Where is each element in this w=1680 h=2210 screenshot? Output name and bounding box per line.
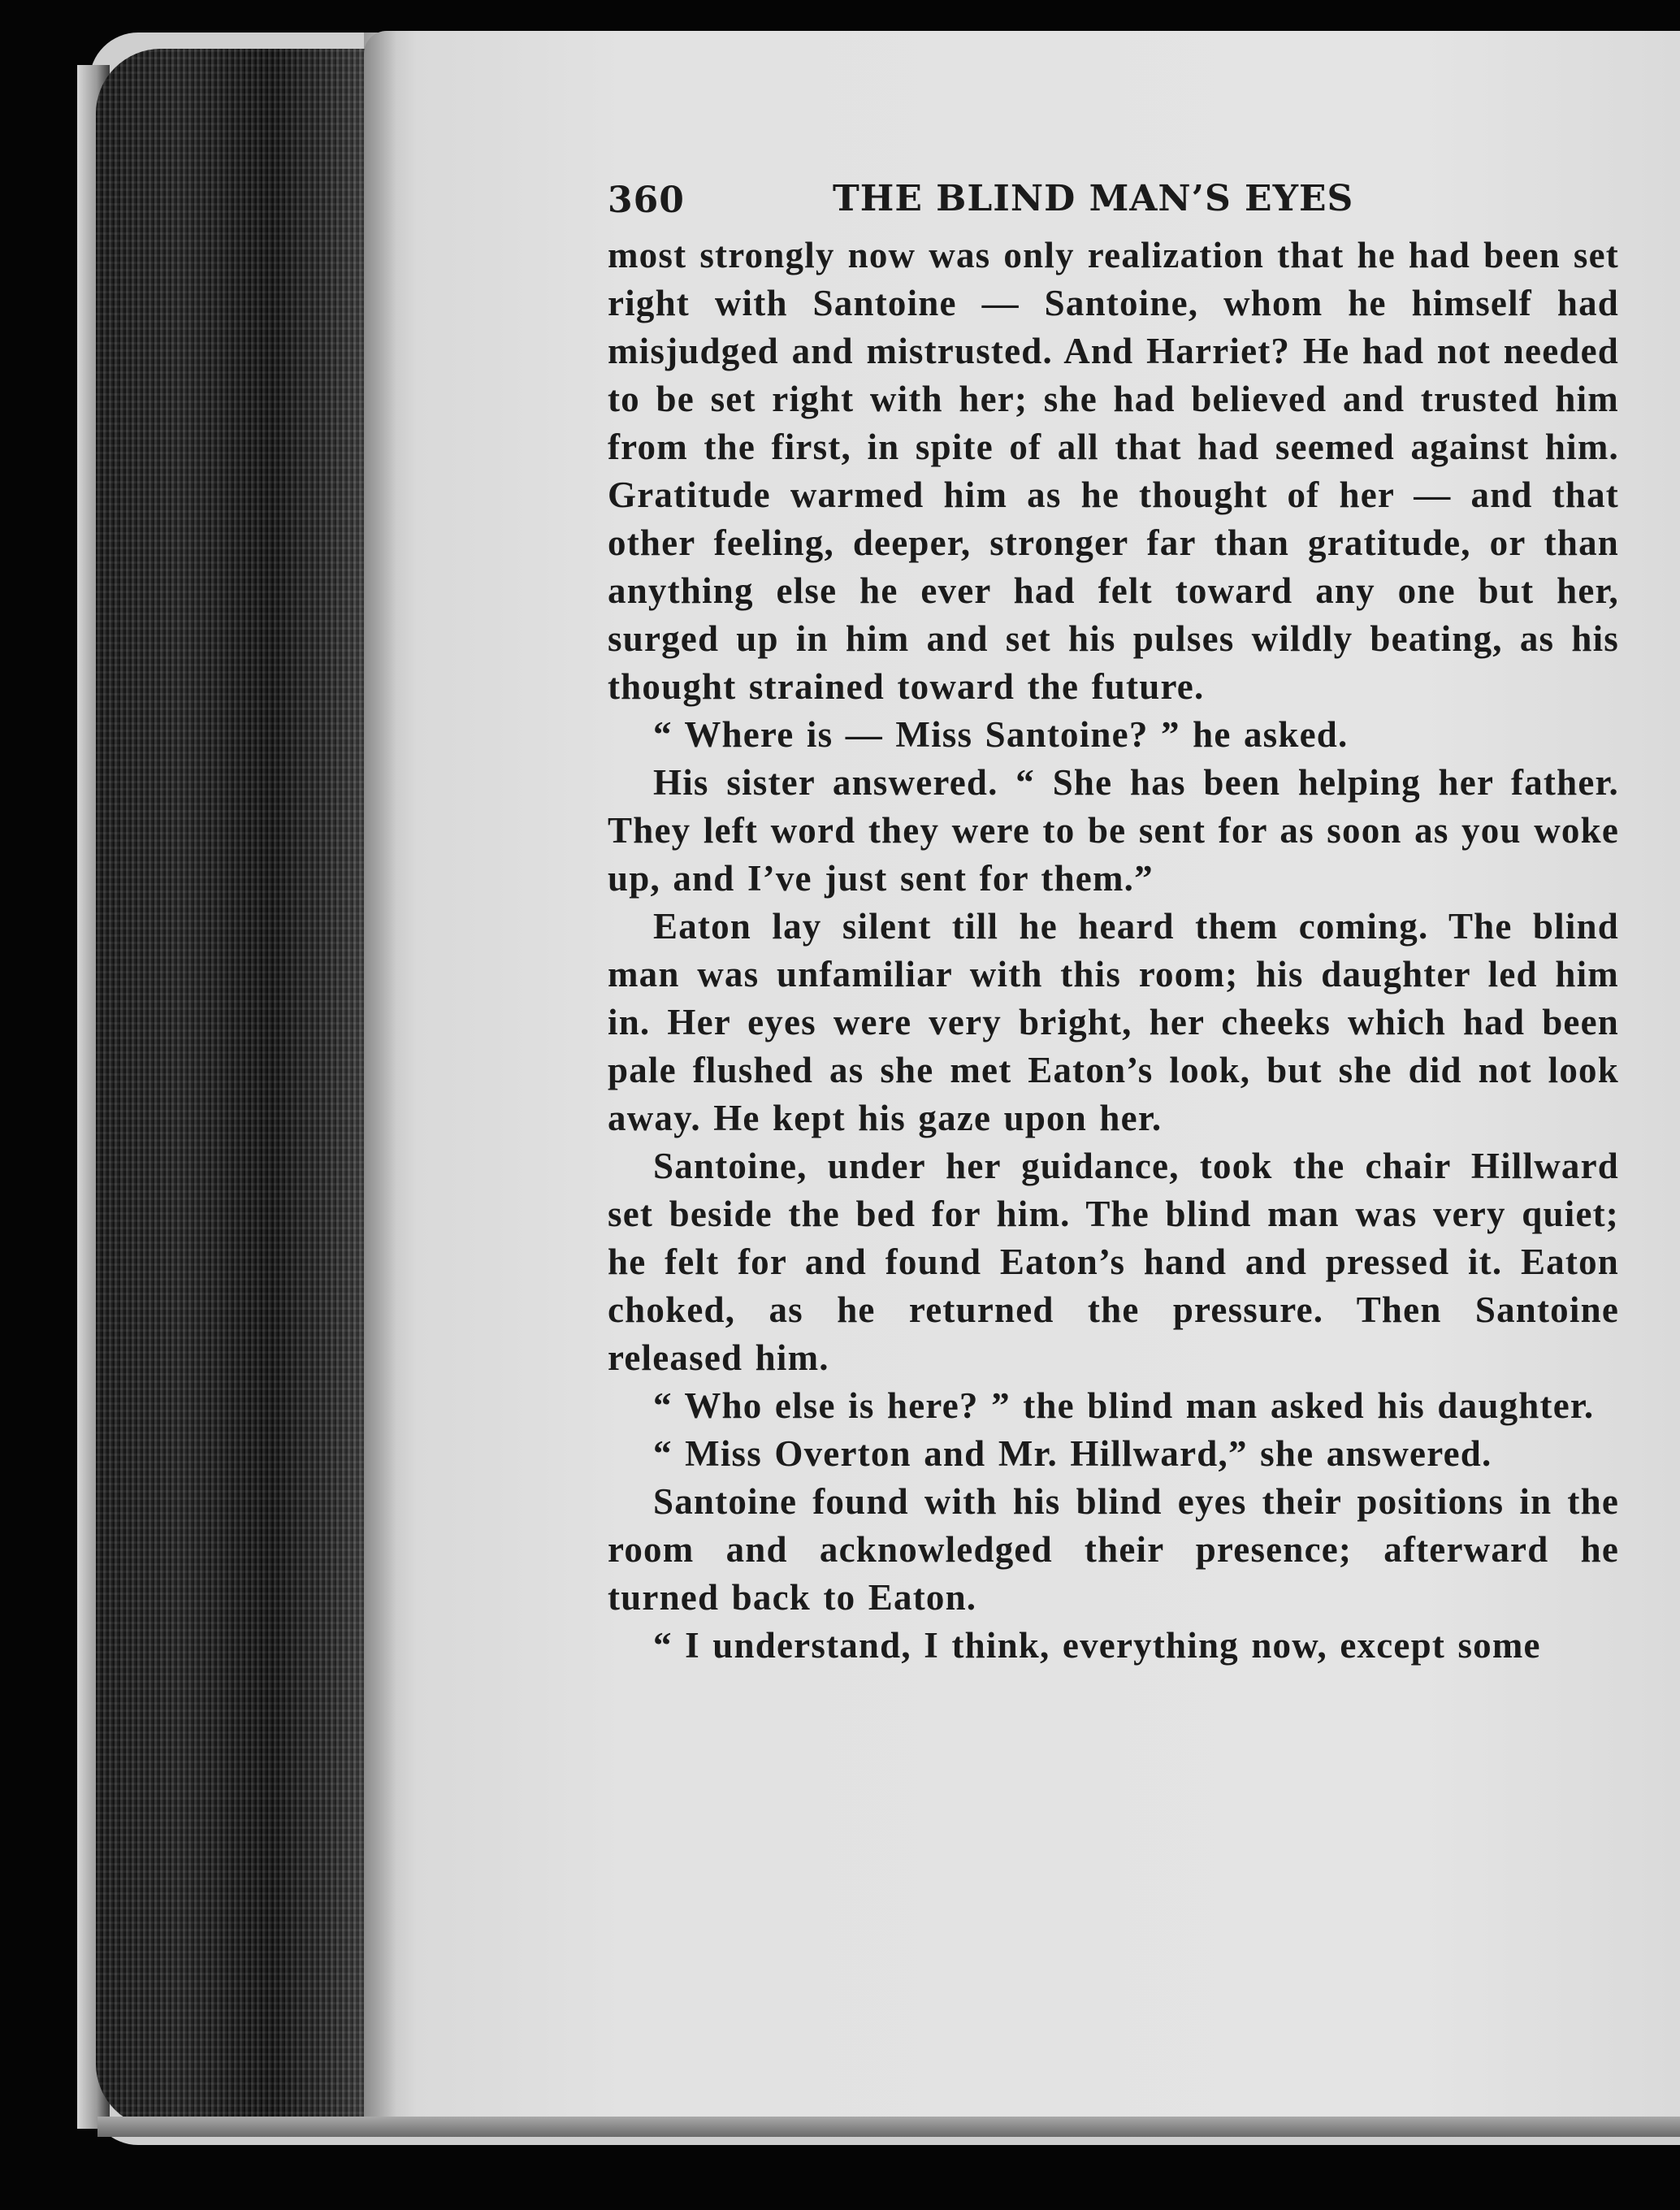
paragraph: His sister answered. “ She has been helping her father. They left word they were to be sent for as soon as you woke up, and I’ve just sent for them.” bbox=[608, 762, 1619, 899]
paragraph: “ Who else is here? ” the blind man asked his daughter. bbox=[653, 1385, 1595, 1426]
page-fore-edge-texture bbox=[96, 49, 388, 2129]
gutter-shadow bbox=[364, 31, 396, 2129]
page-number: 360 bbox=[608, 180, 685, 221]
book-bottom-edge bbox=[97, 2117, 1680, 2137]
text-block bbox=[608, 158, 1619, 1670]
running-title: THE BLIND MAN’S EYES bbox=[833, 178, 1354, 219]
paragraph: “ Where is — Miss Santoine? ” he asked. bbox=[653, 714, 1349, 755]
paragraph: “ I understand, I think, everything now, except some bbox=[653, 1625, 1541, 1666]
body-text bbox=[608, 232, 1619, 1670]
running-head bbox=[608, 158, 1619, 232]
paragraph: Eaton lay silent till he heard them coming. The blind man was unfamiliar with this room; his daughter led him in. Her eyes were very bright, her cheeks which had been pale flushed as she met Eaton’s look, but she did not look away. He kept his gaze upon her. bbox=[608, 906, 1619, 1138]
paragraph: “ Miss Overton and Mr. Hillward,” she answered. bbox=[653, 1433, 1492, 1474]
paragraph: most strongly now was only realization that he had been set right with Santoine — Santoine, whom he himself had misjudged and mistrusted. And Harriet? He had not needed to be set right with her; she had believed and trusted him from the first, in spite of all that had seemed against him. Gratitude warmed him as he thought of her — and that other feeling, deeper, stronger far than gratitude, or than anything else he ever had felt toward any one but her, surged up in him and set his pulses wildly beating, as his thought strained toward the future. bbox=[608, 235, 1619, 707]
paragraph: Santoine found with his blind eyes their positions in the room and acknowledged their presence; afterward he turned back to Eaton. bbox=[608, 1481, 1619, 1618]
paragraph: Santoine, under her guidance, took the chair Hillward set beside the bed for him. The blind man was very quiet; he felt for and found Eaton’s hand and pressed it. Eaton choked, as he returned the pressure. Then Santoine released him. bbox=[608, 1146, 1619, 1378]
